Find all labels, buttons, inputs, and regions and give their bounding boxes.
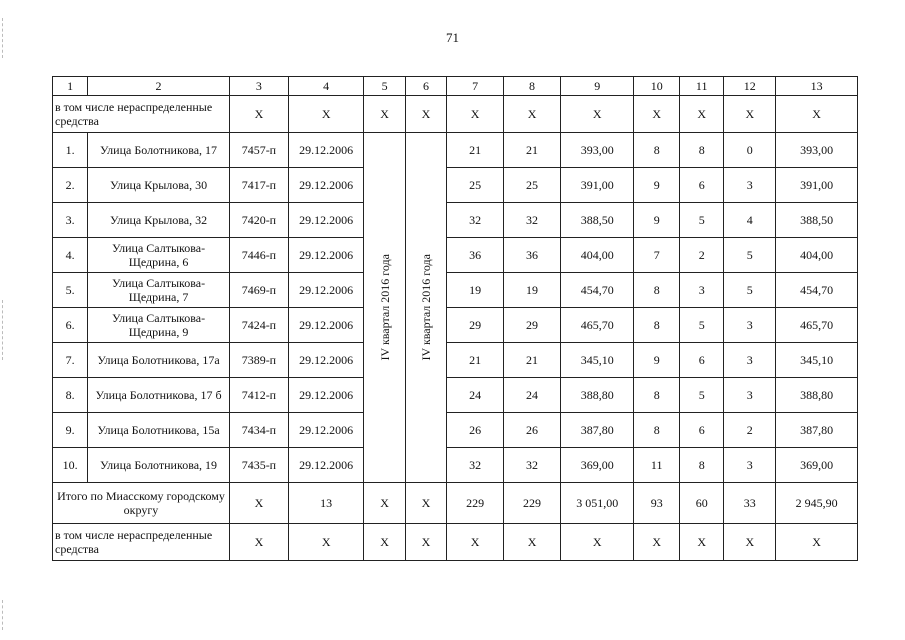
- table-cell: 6: [679, 168, 723, 203]
- table-cell: 369,00: [776, 448, 858, 483]
- address-cell: Улица Болотникова, 17а: [88, 343, 230, 378]
- table-row: [53, 378, 858, 413]
- table-cell: 8: [679, 448, 723, 483]
- table-row: [53, 168, 858, 203]
- row-number: 4.: [53, 238, 88, 273]
- code-cell: 7457-п: [229, 133, 288, 168]
- table-cell: 3: [724, 308, 776, 343]
- code-cell: 7412-п: [229, 378, 288, 413]
- header-cell: 10: [634, 77, 680, 96]
- table-cell: 21: [504, 133, 561, 168]
- table-cell: 391,00: [776, 168, 858, 203]
- period-text: IV квартал 2016 года: [377, 254, 392, 361]
- table-cell: 387,80: [776, 413, 858, 448]
- table-cell: 388,50: [776, 203, 858, 238]
- table-cell: 4: [724, 203, 776, 238]
- table-cell: X: [447, 524, 504, 561]
- total-row: [53, 483, 858, 524]
- date-cell: 29.12.2006: [288, 343, 364, 378]
- table-cell: X: [776, 524, 858, 561]
- table-cell: 32: [447, 203, 504, 238]
- table-cell: 8: [634, 308, 680, 343]
- address-cell: Улица Болотникова, 17 б: [88, 378, 230, 413]
- row-label: Итого по Миасскому городскому округу: [53, 483, 230, 524]
- table-cell: 3: [724, 378, 776, 413]
- row-number: 6.: [53, 308, 88, 343]
- table-cell: X: [560, 96, 633, 133]
- date-cell: 29.12.2006: [288, 308, 364, 343]
- table-cell: 32: [504, 203, 561, 238]
- table-cell: X: [364, 96, 405, 133]
- table-cell: 8: [634, 273, 680, 308]
- table-cell: 26: [504, 413, 561, 448]
- table-cell: X: [364, 524, 405, 561]
- date-cell: 29.12.2006: [288, 168, 364, 203]
- table-cell: 404,00: [776, 238, 858, 273]
- date-cell: 29.12.2006: [288, 448, 364, 483]
- table-cell: 369,00: [560, 448, 633, 483]
- table-cell: X: [724, 96, 776, 133]
- table-cell: 13: [288, 483, 364, 524]
- table-cell: 7: [634, 238, 680, 273]
- data-table: [52, 76, 858, 561]
- table-cell: 29: [447, 308, 504, 343]
- table-row: [53, 238, 858, 273]
- table-cell: X: [504, 524, 561, 561]
- header-cell: 13: [776, 77, 858, 96]
- table-cell: 2: [724, 413, 776, 448]
- table-cell: 229: [447, 483, 504, 524]
- row-number: 2.: [53, 168, 88, 203]
- table-cell: 5: [679, 378, 723, 413]
- table-cell: X: [679, 524, 723, 561]
- table-cell: 3: [679, 273, 723, 308]
- table-cell: X: [634, 524, 680, 561]
- address-cell: Улица Салтыкова-Щедрина, 9: [88, 308, 230, 343]
- address-cell: Улица Салтыкова-Щедрина, 7: [88, 273, 230, 308]
- row-number: 5.: [53, 273, 88, 308]
- table-cell: 19: [504, 273, 561, 308]
- table-cell: 5: [679, 203, 723, 238]
- table-cell: 19: [447, 273, 504, 308]
- table-cell: 36: [504, 238, 561, 273]
- code-cell: 7389-п: [229, 343, 288, 378]
- header-cell: 7: [447, 77, 504, 96]
- table-cell: 393,00: [560, 133, 633, 168]
- table-cell: 5: [724, 238, 776, 273]
- table-cell: X: [405, 96, 446, 133]
- table-cell: 5: [724, 273, 776, 308]
- code-cell: 7469-п: [229, 273, 288, 308]
- table-cell: X: [724, 524, 776, 561]
- table-row: [53, 273, 858, 308]
- table-cell: 387,80: [560, 413, 633, 448]
- address-cell: Улица Болотникова, 19: [88, 448, 230, 483]
- table-cell: 3: [724, 343, 776, 378]
- table-cell: 21: [504, 343, 561, 378]
- code-cell: 7420-п: [229, 203, 288, 238]
- row-label: в том числе нераспределенные средства: [53, 96, 230, 133]
- table-cell: 8: [634, 133, 680, 168]
- header-cell: 4: [288, 77, 364, 96]
- table-cell: X: [776, 96, 858, 133]
- address-cell: Улица Болотникова, 15а: [88, 413, 230, 448]
- table-cell: 229: [504, 483, 561, 524]
- table-cell: X: [447, 96, 504, 133]
- date-cell: 29.12.2006: [288, 238, 364, 273]
- table-cell: X: [405, 483, 446, 524]
- date-cell: 29.12.2006: [288, 133, 364, 168]
- period-merged-cell: [364, 133, 405, 483]
- table-cell: 3: [724, 448, 776, 483]
- header-row: [53, 77, 858, 96]
- table-cell: 36: [447, 238, 504, 273]
- table-cell: 465,70: [776, 308, 858, 343]
- header-cell: 11: [679, 77, 723, 96]
- table-cell: 9: [634, 168, 680, 203]
- code-cell: 7446-п: [229, 238, 288, 273]
- table-cell: 8: [634, 413, 680, 448]
- table-cell: 9: [634, 343, 680, 378]
- row-number: 7.: [53, 343, 88, 378]
- table-cell: 3 051,00: [560, 483, 633, 524]
- address-cell: Улица Болотникова, 17: [88, 133, 230, 168]
- row-number: 1.: [53, 133, 88, 168]
- date-cell: 29.12.2006: [288, 413, 364, 448]
- header-cell: 12: [724, 77, 776, 96]
- address-cell: Улица Крылова, 32: [88, 203, 230, 238]
- address-cell: Улица Салтыкова-Щедрина, 6: [88, 238, 230, 273]
- table-cell: 3: [724, 168, 776, 203]
- table-cell: 24: [447, 378, 504, 413]
- table-cell: 2 945,90: [776, 483, 858, 524]
- table-cell: 345,10: [560, 343, 633, 378]
- period-merged-cell: [405, 133, 446, 483]
- table-cell: 391,00: [560, 168, 633, 203]
- table-cell: 26: [447, 413, 504, 448]
- table-cell: 6: [679, 413, 723, 448]
- table-cell: 11: [634, 448, 680, 483]
- table-cell: 2: [679, 238, 723, 273]
- row-number: 10.: [53, 448, 88, 483]
- date-cell: 29.12.2006: [288, 273, 364, 308]
- table-cell: 465,70: [560, 308, 633, 343]
- table-cell: 8: [679, 133, 723, 168]
- unallocated-funds-row: [53, 524, 858, 561]
- table-cell: 8: [634, 378, 680, 413]
- table-cell: X: [229, 483, 288, 524]
- table-cell: X: [288, 524, 364, 561]
- header-cell: 1: [53, 77, 88, 96]
- table-cell: X: [288, 96, 364, 133]
- code-cell: 7417-п: [229, 168, 288, 203]
- table-cell: 393,00: [776, 133, 858, 168]
- table-cell: 5: [679, 308, 723, 343]
- table-cell: 21: [447, 133, 504, 168]
- row-number: 9.: [53, 413, 88, 448]
- margin-mark: [2, 300, 3, 360]
- address-cell: Улица Крылова, 30: [88, 168, 230, 203]
- table-row: [53, 343, 858, 378]
- table-cell: 388,50: [560, 203, 633, 238]
- table-cell: X: [560, 524, 633, 561]
- header-cell: 8: [504, 77, 561, 96]
- table-cell: 0: [724, 133, 776, 168]
- date-cell: 29.12.2006: [288, 378, 364, 413]
- table-cell: 24: [504, 378, 561, 413]
- table-cell: 60: [679, 483, 723, 524]
- page-number: 71: [446, 30, 459, 45]
- table-row: [53, 308, 858, 343]
- table-cell: X: [229, 96, 288, 133]
- table-cell: 25: [504, 168, 561, 203]
- table-row: [53, 203, 858, 238]
- header-cell: 5: [364, 77, 405, 96]
- table-cell: 32: [504, 448, 561, 483]
- table-cell: 345,10: [776, 343, 858, 378]
- table-cell: 29: [504, 308, 561, 343]
- code-cell: 7435-п: [229, 448, 288, 483]
- table-cell: 25: [447, 168, 504, 203]
- period-text: IV квартал 2016 года: [418, 254, 433, 361]
- date-cell: 29.12.2006: [288, 203, 364, 238]
- table-cell: 21: [447, 343, 504, 378]
- code-cell: 7424-п: [229, 308, 288, 343]
- table-cell: 388,80: [560, 378, 633, 413]
- table-cell: 404,00: [560, 238, 633, 273]
- row-label: в том числе нераспределенные средства: [53, 524, 230, 561]
- row-number: 3.: [53, 203, 88, 238]
- header-cell: 6: [405, 77, 446, 96]
- table-cell: 33: [724, 483, 776, 524]
- table-row: [53, 448, 858, 483]
- unallocated-funds-row: [53, 96, 858, 133]
- header-cell: 9: [560, 77, 633, 96]
- table-cell: 9: [634, 203, 680, 238]
- table-row: [53, 413, 858, 448]
- table-cell: X: [364, 483, 405, 524]
- margin-mark: [2, 600, 3, 630]
- table-cell: X: [679, 96, 723, 133]
- header-cell: 2: [88, 77, 230, 96]
- table-cell: X: [229, 524, 288, 561]
- code-cell: 7434-п: [229, 413, 288, 448]
- table-cell: 6: [679, 343, 723, 378]
- table-row: [53, 133, 858, 168]
- table-cell: 388,80: [776, 378, 858, 413]
- table-cell: 93: [634, 483, 680, 524]
- table-cell: 32: [447, 448, 504, 483]
- row-number: 8.: [53, 378, 88, 413]
- table-cell: 454,70: [776, 273, 858, 308]
- table-cell: X: [504, 96, 561, 133]
- header-cell: 3: [229, 77, 288, 96]
- table-cell: X: [634, 96, 680, 133]
- table-cell: 454,70: [560, 273, 633, 308]
- table-cell: X: [405, 524, 446, 561]
